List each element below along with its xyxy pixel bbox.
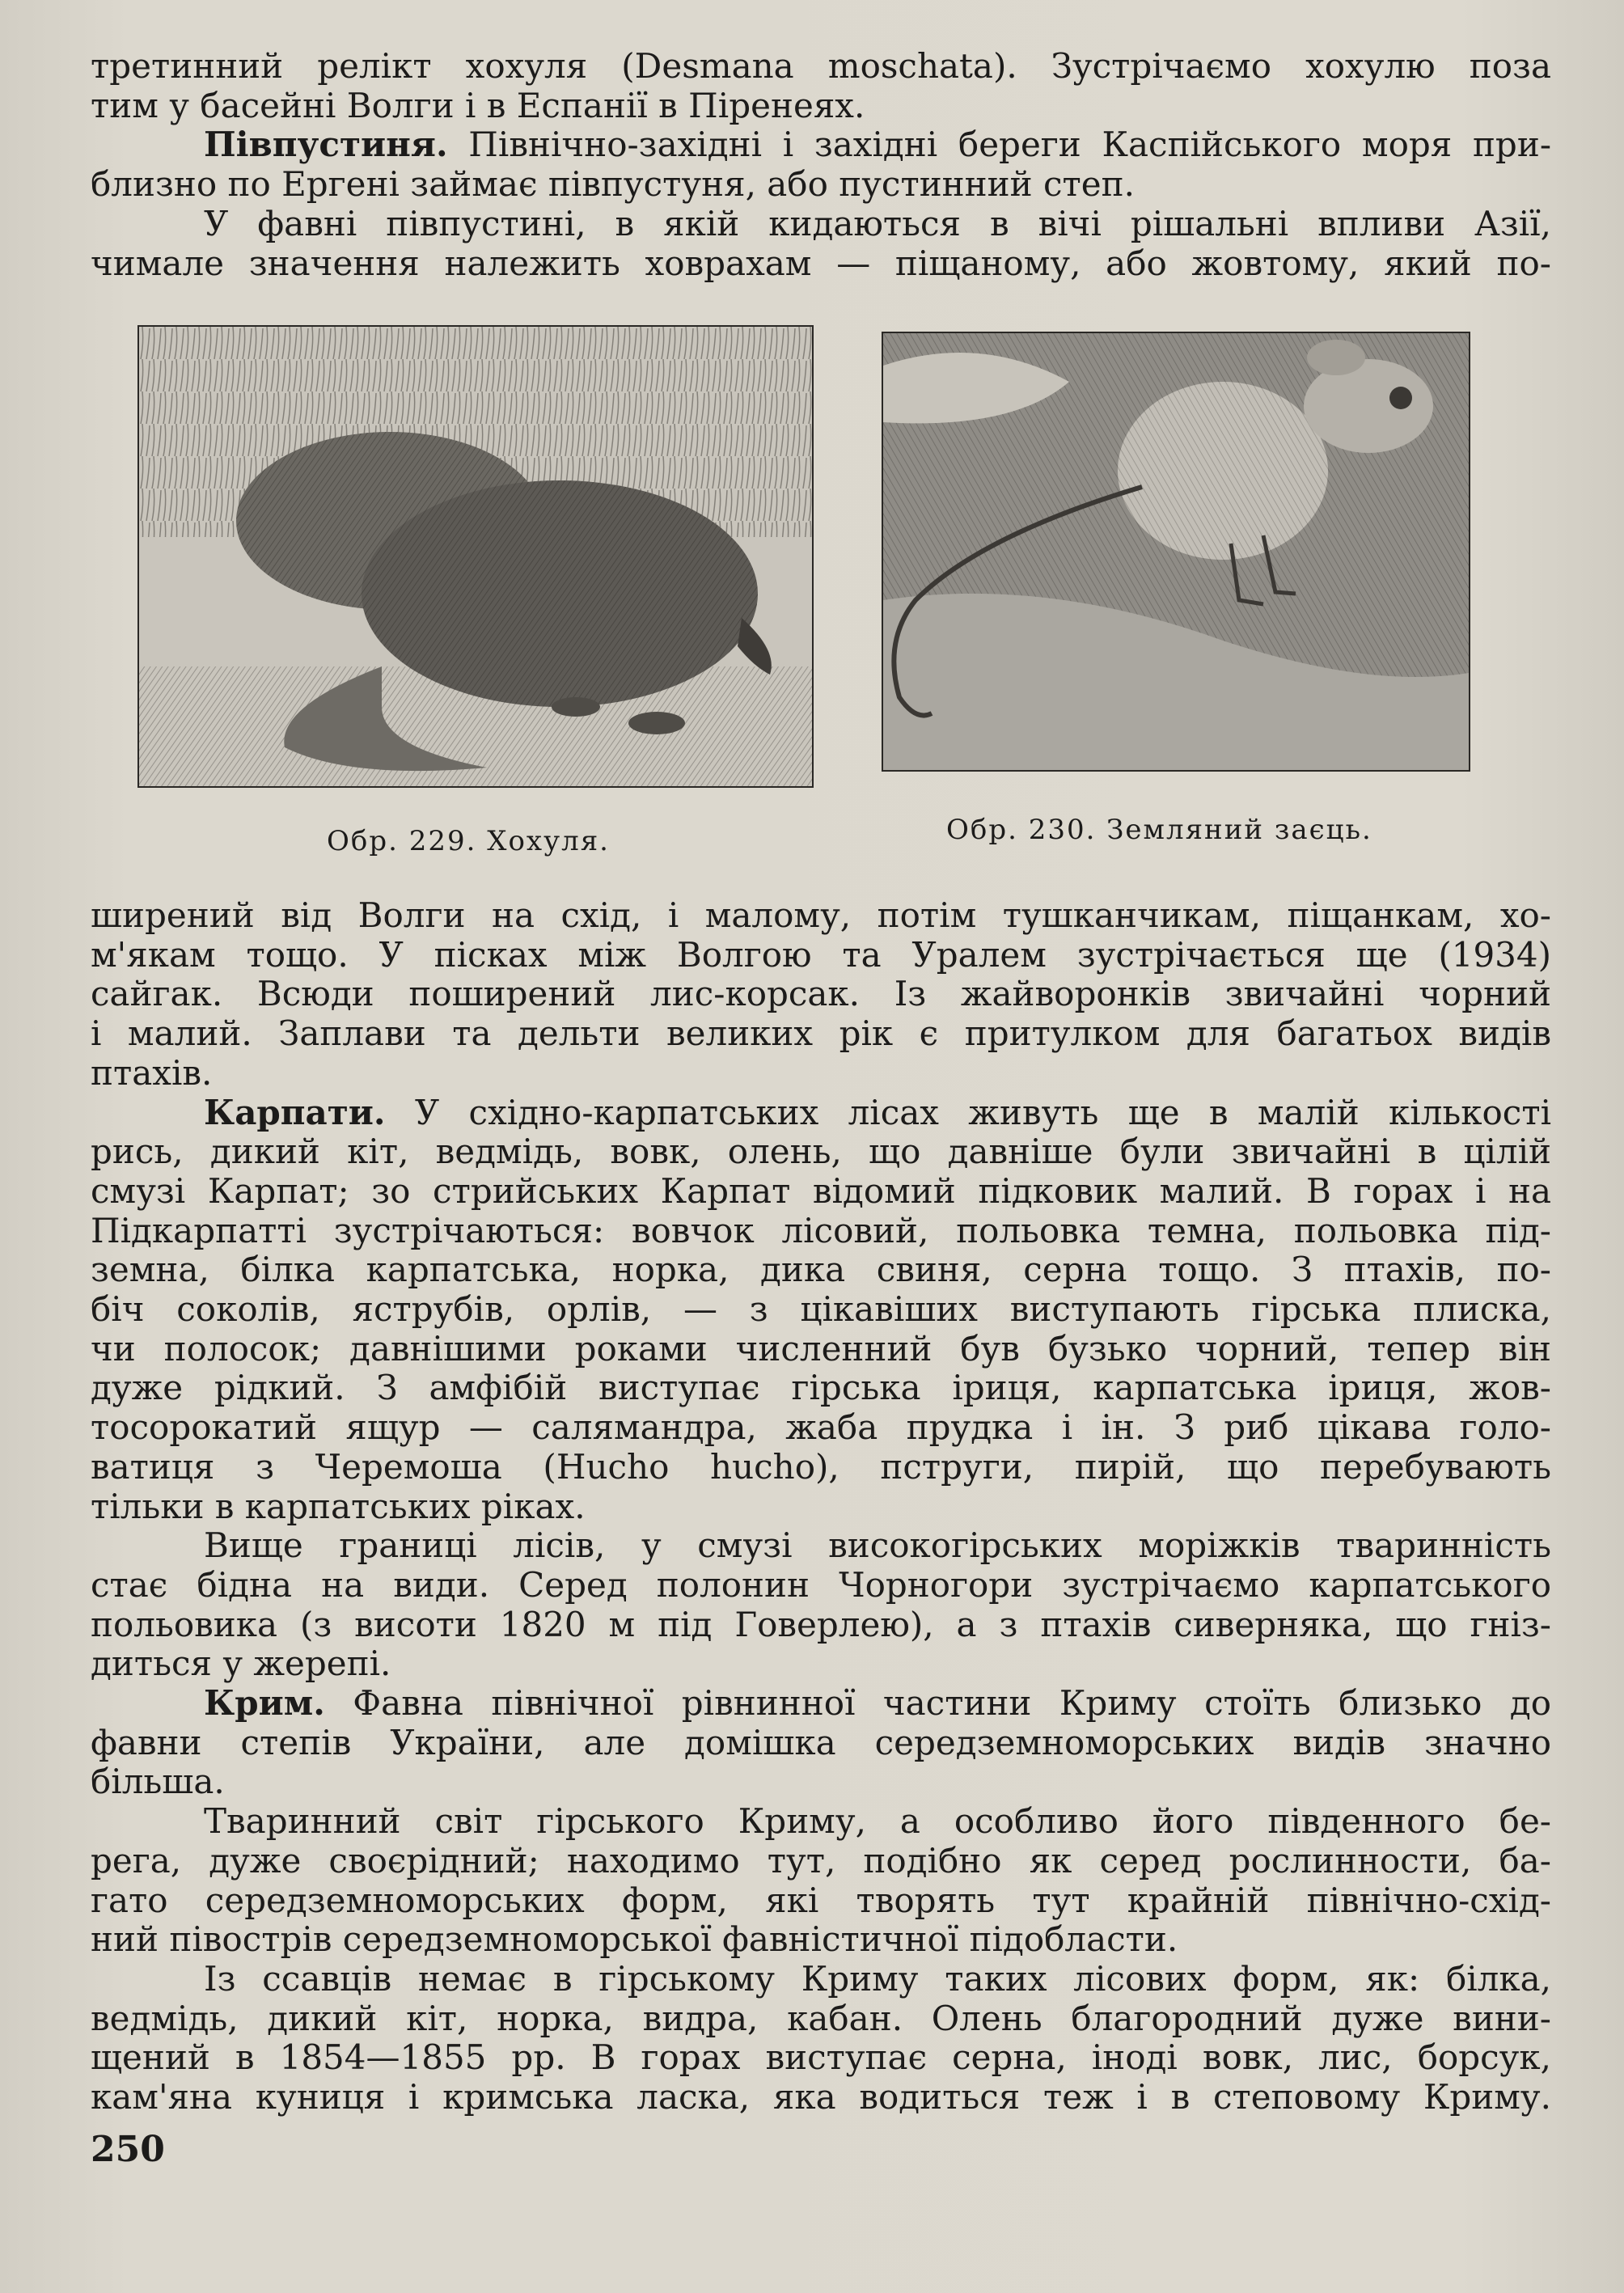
section-heading-carpathians: Карпати. <box>204 1092 386 1132</box>
text-line: У фавні півпустині, в якій кидаються в вічі рішальні впливи Азії, <box>204 203 1551 243</box>
text-line: польовика (з висоти 1820 м під Говерлею), а з птахів сиверняка, що гніз- <box>91 1604 1551 1644</box>
text-line: кам'яна куниця і кримська ласка, яка водиться теж і в степовому Криму. <box>91 2077 1551 2117</box>
text-line: тільки в карпатських ріках. <box>91 1486 586 1526</box>
jerboa-engraving <box>883 333 1469 770</box>
text-line: третинний релікт хохуля (Desmana moschata). Зустрічаємо хохулю поза <box>91 46 1551 86</box>
text-line: гато середземноморських форм, які творять тут крайній північно-схід- <box>91 1880 1551 1920</box>
section-heading-semidesert: Півпустиня. <box>204 125 448 165</box>
text-fragment: У східно-карпатських лісах живуть ще в малій кількості <box>414 1092 1551 1132</box>
figure-230-caption: Обр. 230. Земляний заєць. <box>946 814 1372 846</box>
text-line <box>91 1684 1551 1724</box>
text-line: дуже рідкий. З амфібій виступає гірська іриця, карпатська іриця, жов- <box>91 1368 1551 1408</box>
text-line: Із ссавців немає в гірському Криму таких лісових форм, як: білка, <box>204 1958 1551 1999</box>
text-line: чимале значення належить ховрахам — піщаному, або жовтому, який по- <box>91 243 1551 283</box>
text-fragment: Фавна північної рівнинної частини Криму стоїть близько до <box>353 1683 1551 1724</box>
figure-jerboa-illustration <box>882 332 1470 772</box>
text-line: більша. <box>91 1762 225 1802</box>
page-number: 250 <box>91 2129 165 2170</box>
text-line: близно по Ергені займає півпустуня, або пустинний степ. <box>91 164 1135 205</box>
text-fragment: Північно-західні і західні береги Каспійського моря при- <box>468 125 1552 165</box>
text-line: фавни степів України, але домішка середземноморських видів значно <box>91 1722 1551 1762</box>
text-line: Підкарпатті зустрічаються: вовчок лісовий, польовка темна, польовка під- <box>91 1210 1551 1250</box>
text-line: Вище границі лісів, у смузі високогірських моріжків тваринність <box>204 1525 1551 1566</box>
text-line: чи полосок; давнішими роками численний був бузько чорний, тепер він <box>91 1328 1551 1369</box>
text-line: смузі Карпат; зо стрийських Карпат відомий підковик малий. В горах і на <box>91 1170 1551 1211</box>
text-line <box>91 1094 1551 1133</box>
text-line: тосорокатий ящур — салямандра, жаба прудка і ін. З риб цікава голо- <box>91 1407 1551 1448</box>
text-line: рись, дикий кіт, ведмідь, вовк, олень, що давніше були звичайні в цілій <box>91 1132 1551 1172</box>
text-line: м'якам тощо. У пісках між Волгою та Уралем зустрічається ще (1934) <box>91 934 1551 975</box>
text-line: тим у басейні Волги і в Еспанії в Піренеях. <box>91 85 865 125</box>
text-line: ширений від Волги на схід, і малому, потім тушканчикам, піщанкам, хо- <box>91 895 1551 935</box>
figure-desman-illustration <box>137 325 814 788</box>
section-heading-crimea: Крим. <box>204 1683 325 1724</box>
text-line: ний півострів середземноморської фавністичної підобласти. <box>91 1919 1178 1960</box>
text-line: птахів. <box>91 1052 213 1093</box>
text-line: рега, дуже своєрідний; находимо тут, подібно як серед рослинности, ба- <box>91 1840 1551 1881</box>
text-line: Тваринний світ гірського Криму, а особливо його південного бе- <box>204 1801 1551 1842</box>
mid-text <box>91 896 1551 2117</box>
text-line: диться у жерепі. <box>91 1644 391 1684</box>
text-line: ведмідь, дикий кіт, норка, видра, кабан. Олень благородний дуже вини- <box>91 1998 1551 2038</box>
desman-engraving <box>139 327 812 786</box>
text-line: стає бідна на види. Серед полонин Чорногори зустрічаємо карпатського <box>91 1564 1551 1605</box>
figure-229-caption: Обр. 229. Хохуля. <box>327 825 610 857</box>
text-line: сайгак. Всюди поширений лис-корсак. Із жайворонків звичайні чорний <box>91 974 1551 1014</box>
text-line: ватиця з Черемоша (Hucho hucho), пструги, пирій, що перебувають <box>91 1446 1551 1487</box>
top-text <box>91 47 1551 283</box>
text-line: і малий. Заплави та дельти великих рік є притулком для багатьох видів <box>91 1013 1551 1054</box>
text-line <box>91 125 1551 165</box>
text-line: біч соколів, яструбів, орлів, — з цікавіших виступають гірська плиска, <box>91 1289 1551 1330</box>
text-line: щений в 1854—1855 рр. В горах виступає серна, іноді вовк, лис, борсук, <box>91 2037 1551 2078</box>
text-line: земна, білка карпатська, норка, дика свиня, серна тощо. З птахів, по- <box>91 1250 1551 1290</box>
